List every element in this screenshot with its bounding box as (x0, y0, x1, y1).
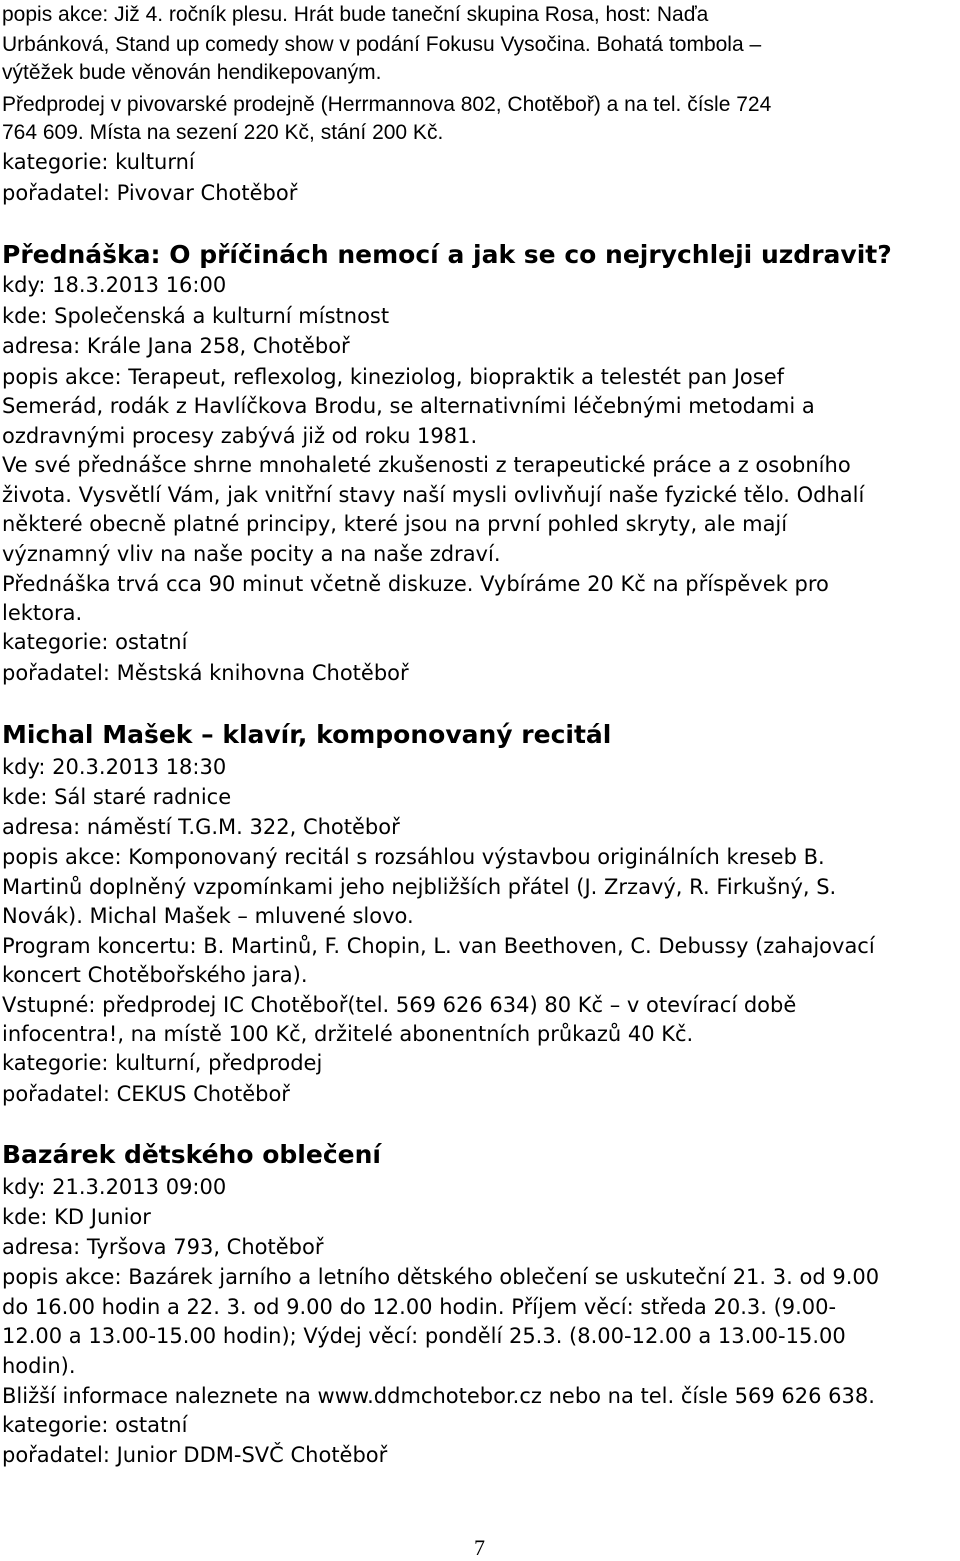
event-organizer: pořadatel: Městská knihovna Chotěboř (2, 661, 409, 685)
event-description-line: Bližší informace naleznete na www.ddmchotebor.cz nebo na tel. čísle 569 626 638. (2, 1384, 875, 1408)
intro-description-line: popis akce: Již 4. ročník plesu. Hrát bude taneční skupina Rosa, host: Naďa (2, 3, 709, 26)
event-when: kdy: 20.3.2013 18:30 (2, 755, 227, 779)
event-category: kategorie: ostatní (2, 1413, 188, 1437)
event-description-line: Martinů doplněný vzpomínkami jeho nejbližších přátel (J. Zrzavý, R. Firkušný, S. (2, 875, 837, 899)
event-category: kategorie: ostatní (2, 630, 188, 654)
event-description-line: Přednáška trvá cca 90 minut včetně diskuze. Vybíráme 20 Kč na příspěvek pro (2, 572, 829, 596)
intro-organizer: pořadatel: Pivovar Chotěboř (2, 181, 298, 205)
event-description-line: Program koncertu: B. Martinů, F. Chopin, L. van Beethoven, C. Debussy (zahajovací (2, 934, 875, 958)
event-when: kdy: 21.3.2013 09:00 (2, 1175, 227, 1199)
event-description-line: hodin). (2, 1354, 76, 1378)
event-description-line: lektora. (2, 601, 83, 625)
intro-description-line: Předprodej v pivovarské prodejně (Herrmannova 802, Chotěboř) a na tel. čísle 724 (2, 93, 772, 116)
event-description-line: popis akce: Bazárek jarního a letního dětského oblečení se uskuteční 21. 3. od 9.00 (2, 1265, 880, 1289)
event-description-line: koncert Chotěbořského jara). (2, 963, 308, 987)
event-where: kde: Sál staré radnice (2, 785, 232, 809)
event-organizer: pořadatel: Junior DDM-SVČ Chotěboř (2, 1443, 388, 1467)
event-title-lecture: Přednáška: O příčinách nemocí a jak se co nejrychleji uzdravit? (2, 240, 892, 269)
event-description-line: ozdravnými procesy zabývá již od roku 1981. (2, 424, 478, 448)
event-description-line: Semerád, rodák z Havlíčkova Brodu, se alternativními léčebnými metodami a (2, 394, 815, 418)
event-description-line: některé obecně platné principy, které jsou na první pohled skryty, ale mají (2, 512, 788, 536)
intro-description-line: výtěžek bude věnován hendikepovaným. (2, 61, 382, 84)
event-description-line: 12.00 a 13.00-15.00 hodin); Výdej věcí: pondělí 25.3. (8.00-12.00 a 13.00-15.00 (2, 1324, 846, 1348)
intro-description-line: 764 609. Místa na sezení 220 Kč, stání 200 Kč. (2, 121, 444, 144)
event-description-line: infocentra!, na místě 100 Kč, držitelé abonentních průkazů 40 Kč. (2, 1022, 694, 1046)
event-title-bazaar: Bazárek dětského oblečení (2, 1140, 381, 1169)
event-description-line: Ve své přednášce shrne mnohaleté zkušenosti z terapeutické práce a z osobního (2, 453, 851, 477)
event-address: adresa: Krále Jana 258, Chotěboř (2, 334, 350, 358)
event-where: kde: KD Junior (2, 1205, 151, 1229)
event-address: adresa: náměstí T.G.M. 322, Chotěboř (2, 815, 400, 839)
intro-category: kategorie: kulturní (2, 150, 195, 174)
event-title-recital: Michal Mašek – klavír, komponovaný recitál (2, 720, 612, 749)
event-address: adresa: Tyršova 793, Chotěboř (2, 1235, 324, 1259)
event-organizer: pořadatel: CEKUS Chotěboř (2, 1082, 290, 1106)
event-description-line: Novák). Michal Mašek – mluvené slovo. (2, 904, 414, 928)
event-description-line: Vstupné: předprodej IC Chotěboř(tel. 569 626 634) 80 Kč – v otevírací době (2, 993, 797, 1017)
event-description-line: významný vliv na naše pocity a na naše zdraví. (2, 542, 501, 566)
event-description-line: popis akce: Terapeut, reflexolog, kineziolog, biopraktik a telestét pan Josef (2, 365, 785, 389)
intro-description-line: Urbánková, Stand up comedy show v podání Fokusu Vysočina. Bohatá tombola – (2, 33, 762, 56)
page-number: 7 (474, 1535, 485, 1560)
event-description-line: života. Vysvětlí Vám, jak vnitřní stavy naší mysli ovlivňují naše fyzické tělo. Odhalí (2, 483, 865, 507)
event-description-line: do 16.00 hodin a 22. 3. od 9.00 do 12.00 hodin. Příjem věcí: středa 20.3. (9.00- (2, 1295, 837, 1319)
event-where: kde: Společenská a kulturní místnost (2, 304, 390, 328)
event-description-line: popis akce: Komponovaný recitál s rozsáhlou výstavbou originálních kreseb B. (2, 845, 825, 869)
event-when: kdy: 18.3.2013 16:00 (2, 273, 227, 297)
event-category: kategorie: kulturní, předprodej (2, 1051, 323, 1075)
